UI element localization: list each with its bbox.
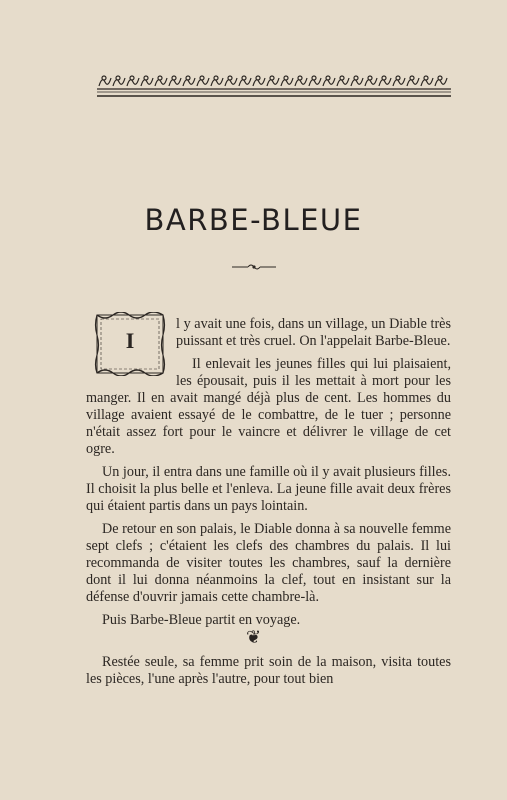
- paragraph: [86, 316, 451, 353]
- band-motif: [435, 76, 447, 86]
- band-motif: [281, 76, 293, 86]
- band-motif: [323, 76, 335, 86]
- band-motif: [379, 76, 391, 86]
- band-motif: [197, 76, 209, 86]
- band-motif: [407, 76, 419, 86]
- band-motif: [253, 76, 265, 86]
- paragraph: Restée seule, sa femme prit soin de la maison, visita toutes les pièces, l'une après l'autre, pour tout bien: [86, 654, 451, 687]
- band-motif: [141, 76, 153, 86]
- paragraph-text: l y avait une fois, dans un village, un Diable très puissant et très cruel. On l'appelait Barbe-Bleue.: [176, 316, 451, 349]
- band-motif: [155, 76, 167, 86]
- band-motif: [113, 76, 125, 86]
- band-motif: [351, 76, 363, 86]
- band-motif: [239, 76, 251, 86]
- band-motif: [99, 76, 111, 86]
- paragraph: Un jour, il entra dans une famille où il y avait plusieurs filles. Il choisit la plus belle et l'enleva. La jeune fille avait deux frères qui étaient partis dans un pays lointain.: [86, 464, 451, 514]
- body-text-continued: [86, 654, 451, 688]
- body-text: [86, 316, 451, 635]
- paragraph: De retour en son palais, le Diable donna à sa nouvelle femme sept clefs ; c'étaient les clefs des chambres du palais. Il lui recommanda de visiter toutes les chambres, sauf la dernière dont il lui donna néanmoins la clef, tout en insistant sur la défense d'ouvrir jamais cette chambre-là.: [86, 521, 451, 605]
- dropcap-letter: I: [125, 328, 135, 353]
- band-motif: [393, 76, 405, 86]
- title-flourish: [232, 259, 276, 269]
- band-motif: [421, 76, 433, 86]
- band-motif: [225, 76, 237, 86]
- band-motif: [295, 76, 307, 86]
- band-motif: [183, 76, 195, 86]
- page-title: BARBE-BLEUE: [144, 203, 363, 237]
- band-motif: [169, 76, 181, 86]
- band-motif: [337, 76, 349, 86]
- fleuron-icon: ❦: [245, 627, 262, 647]
- paragraph: Puis Barbe-Bleue partit en voyage.: [102, 612, 301, 628]
- band-motif: [211, 76, 223, 86]
- ornamental-header-band: [97, 74, 451, 98]
- band-motif: [309, 76, 321, 86]
- band-motif: [127, 76, 139, 86]
- ornate-dropcap: [94, 312, 166, 376]
- band-motif: [267, 76, 279, 86]
- band-motif: [365, 76, 377, 86]
- paragraph: Il enlevait les jeunes filles qui lui plaisaient, les épousait, puis il les mettait à mort pour les manger. Il en avait mangé déjà plus de cent. Les hommes du village avaient essayé de le combattre, de le tuer ; personne n'était assez fort pour le vaincre et délivrer le village de cet ogre.: [86, 356, 451, 457]
